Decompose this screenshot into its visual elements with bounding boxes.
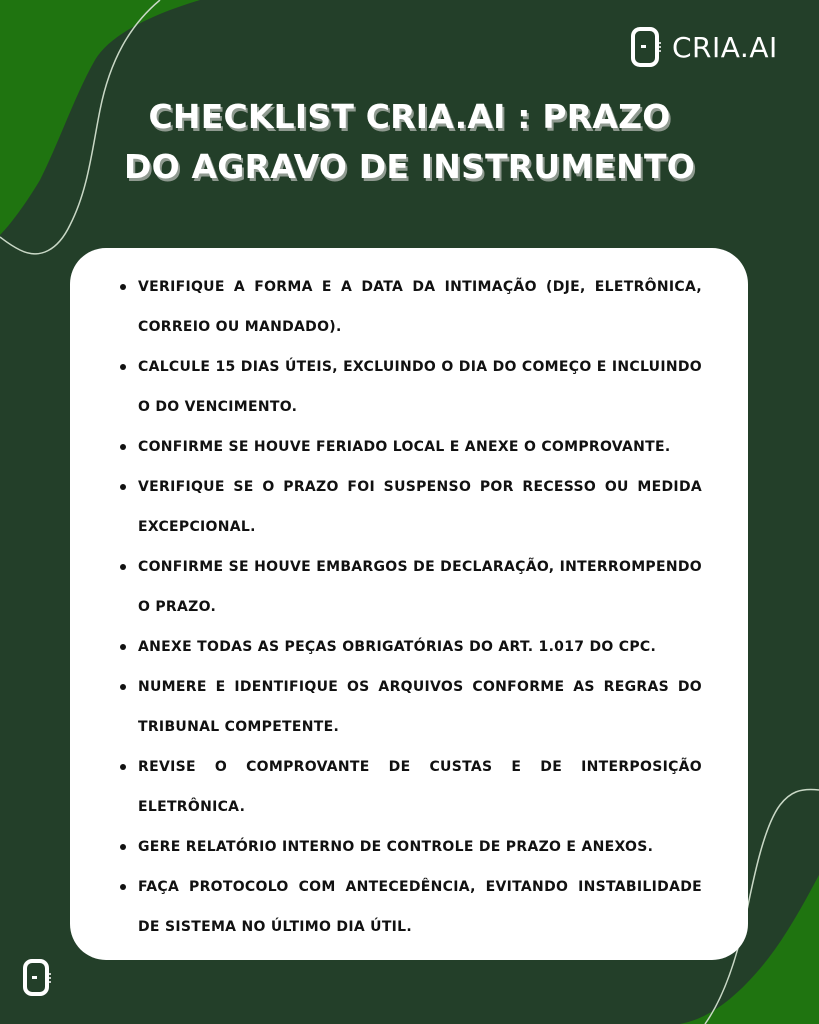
bullet-icon	[120, 284, 126, 290]
bullet-icon	[120, 884, 126, 890]
bullet-icon	[120, 364, 126, 370]
checklist-item	[138, 547, 702, 627]
bullet-icon	[120, 684, 126, 690]
checklist-item	[138, 827, 702, 867]
page-title	[0, 92, 819, 192]
checklist-item-text: REVISE O COMPROVANTE DE CUSTAS E DE INTERPOSIÇÃO ELETRÔNICA.	[138, 759, 702, 815]
checklist-item-text: CONFIRME SE HOUVE EMBARGOS DE DECLARAÇÃO, INTERROMPENDO O PRAZO.	[138, 559, 702, 615]
checklist-item	[138, 627, 702, 667]
checklist-item-text: VERIFIQUE SE O PRAZO FOI SUSPENSO POR RECESSO OU MEDIDA EXCEPCIONAL.	[138, 479, 702, 535]
checklist-item	[138, 747, 702, 827]
checklist-item	[138, 667, 702, 747]
title-line-1: CHECKLIST CRIA.AI : PRAZO	[148, 97, 671, 136]
brand-name: CRIA.AI	[672, 30, 778, 64]
brand-logo	[630, 26, 778, 68]
bullet-icon	[120, 564, 126, 570]
checklist-item	[138, 427, 702, 467]
checklist-item	[138, 867, 702, 947]
footer-logo	[22, 958, 54, 1004]
checklist-item	[138, 347, 702, 427]
bullet-icon	[120, 764, 126, 770]
door-logo-icon	[22, 958, 54, 1000]
checklist	[138, 267, 702, 947]
bullet-icon	[120, 444, 126, 450]
checklist-item	[138, 267, 702, 347]
checklist-item	[138, 467, 702, 547]
checklist-item-text: NUMERE E IDENTIFIQUE OS ARQUIVOS CONFORME AS REGRAS DO TRIBUNAL COMPETENTE.	[138, 679, 702, 735]
checklist-item-text: ANEXE TODAS AS PEÇAS OBRIGATÓRIAS DO ART. 1.017 DO CPC.	[138, 639, 657, 655]
checklist-item-text: GERE RELATÓRIO INTERNO DE CONTROLE DE PRAZO E ANEXOS.	[138, 839, 654, 855]
bullet-icon	[120, 844, 126, 850]
checklist-item-text: CALCULE 15 DIAS ÚTEIS, EXCLUINDO O DIA DO COMEÇO E INCLUINDO O DO VENCIMENTO.	[138, 359, 702, 415]
checklist-card	[70, 248, 748, 960]
checklist-item-text: VERIFIQUE A FORMA E A DATA DA INTIMAÇÃO (DJE, ELETRÔNICA, CORREIO OU MANDADO).	[138, 279, 702, 335]
checklist-item-text: CONFIRME SE HOUVE FERIADO LOCAL E ANEXE O COMPROVANTE.	[138, 439, 671, 455]
door-logo-icon	[630, 26, 662, 68]
title-line-2: DO AGRAVO DE INSTRUMENTO	[124, 147, 695, 186]
bullet-icon	[120, 644, 126, 650]
bullet-icon	[120, 484, 126, 490]
checklist-item-text: FAÇA PROTOCOLO COM ANTECEDÊNCIA, EVITANDO INSTABILIDADE DE SISTEMA NO ÚLTIMO DIA ÚTIL.	[138, 879, 702, 935]
